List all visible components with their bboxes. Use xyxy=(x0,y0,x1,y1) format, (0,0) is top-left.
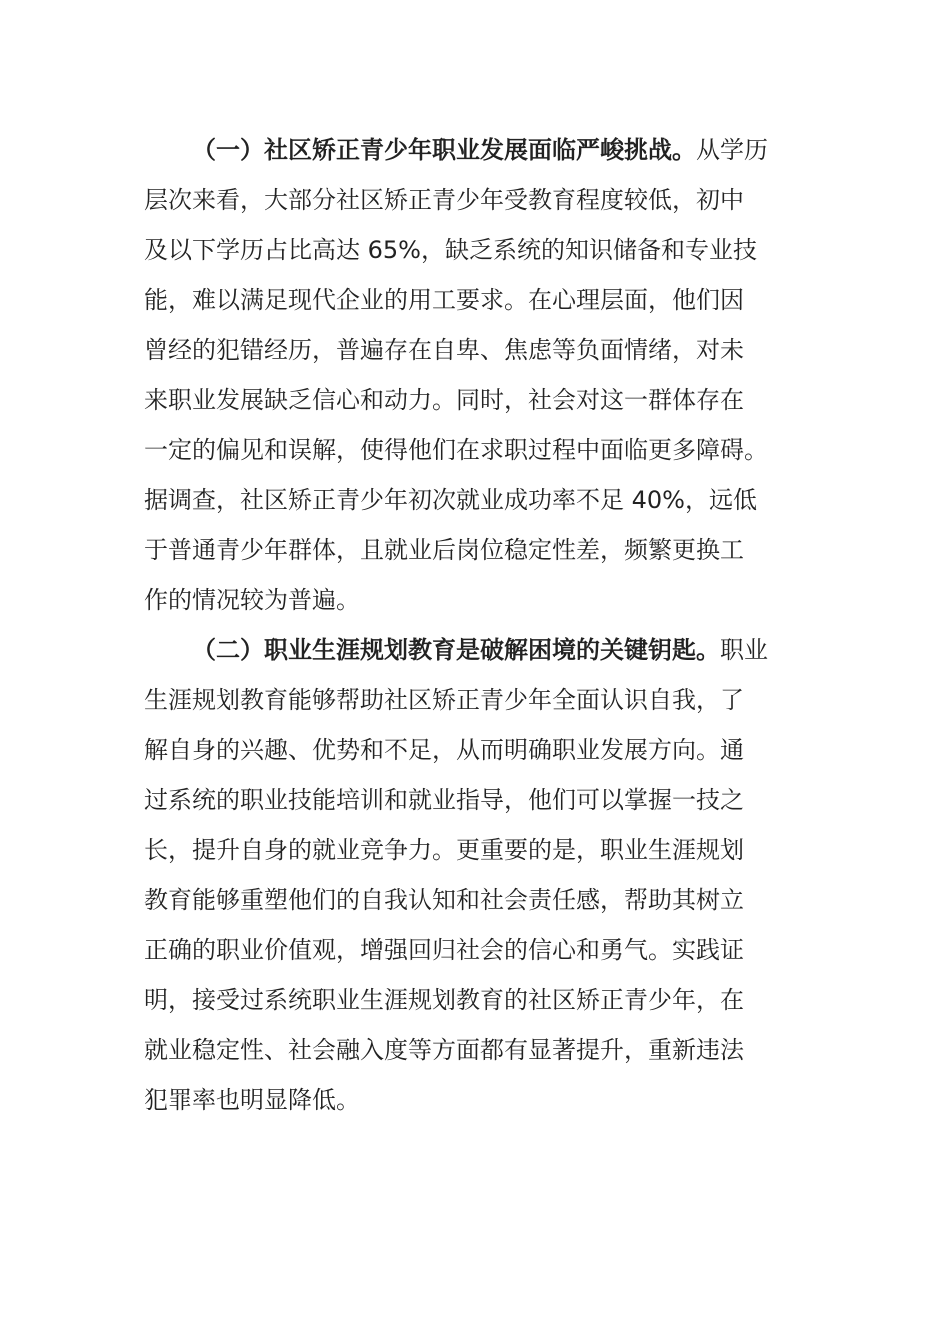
paragraph-text: 职业 xyxy=(720,636,768,664)
paragraph-1 xyxy=(144,125,794,625)
paragraph-line: 能，难以满足现代企业的用工要求。在心理层面，他们因 xyxy=(144,286,744,314)
paragraph-line xyxy=(144,125,794,175)
paragraph-line: 教育能够重塑他们的自我认知和社会责任感，帮助其树立 xyxy=(144,886,744,914)
paragraph-line: 据调查，社区矫正青少年初次就业成功率不足 40%，远低 xyxy=(144,486,757,514)
paragraph-line: 就业稳定性、社会融入度等方面都有显著提升，重新违法 xyxy=(144,1036,744,1064)
paragraph-line: 生涯规划教育能够帮助社区矫正青少年全面认识自我，了 xyxy=(144,686,744,714)
paragraph-line xyxy=(144,625,794,675)
paragraph-2 xyxy=(144,625,794,1125)
paragraph-line: 过系统的职业技能培训和就业指导，他们可以掌握一技之 xyxy=(144,786,744,814)
paragraph-line: 正确的职业价值观，增强回归社会的信心和勇气。实践证 xyxy=(144,936,744,964)
paragraph-line: 于普通青少年群体，且就业后岗位稳定性差，频繁更换工 xyxy=(144,536,744,564)
paragraph-line: 明，接受过系统职业生涯规划教育的社区矫正青少年，在 xyxy=(144,986,744,1014)
paragraph-heading: （一）社区矫正青少年职业发展面临严峻挑战。 xyxy=(192,136,696,164)
paragraph-line: 来职业发展缺乏信心和动力。同时，社会对这一群体存在 xyxy=(144,386,744,414)
paragraph-line: 犯罪率也明显降低。 xyxy=(144,1086,360,1114)
paragraph-line: 长，提升自身的就业竞争力。更重要的是，职业生涯规划 xyxy=(144,836,744,864)
paragraph-line: 解自身的兴趣、优势和不足，从而明确职业发展方向。通 xyxy=(144,736,744,764)
document-body xyxy=(144,125,794,1125)
paragraph-line: 一定的偏见和误解，使得他们在求职过程中面临更多障碍。 xyxy=(144,436,768,464)
paragraph-line: 及以下学历占比高达 65%，缺乏系统的知识储备和专业技 xyxy=(144,236,757,264)
paragraph-line: 作的情况较为普遍。 xyxy=(144,586,360,614)
paragraph-line: 曾经的犯错经历，普遍存在自卑、焦虑等负面情绪，对未 xyxy=(144,336,744,364)
paragraph-heading: （二）职业生涯规划教育是破解困境的关键钥匙。 xyxy=(192,636,720,664)
paragraph-text: 从学历 xyxy=(696,136,768,164)
paragraph-line: 层次来看，大部分社区矫正青少年受教育程度较低，初中 xyxy=(144,186,744,214)
